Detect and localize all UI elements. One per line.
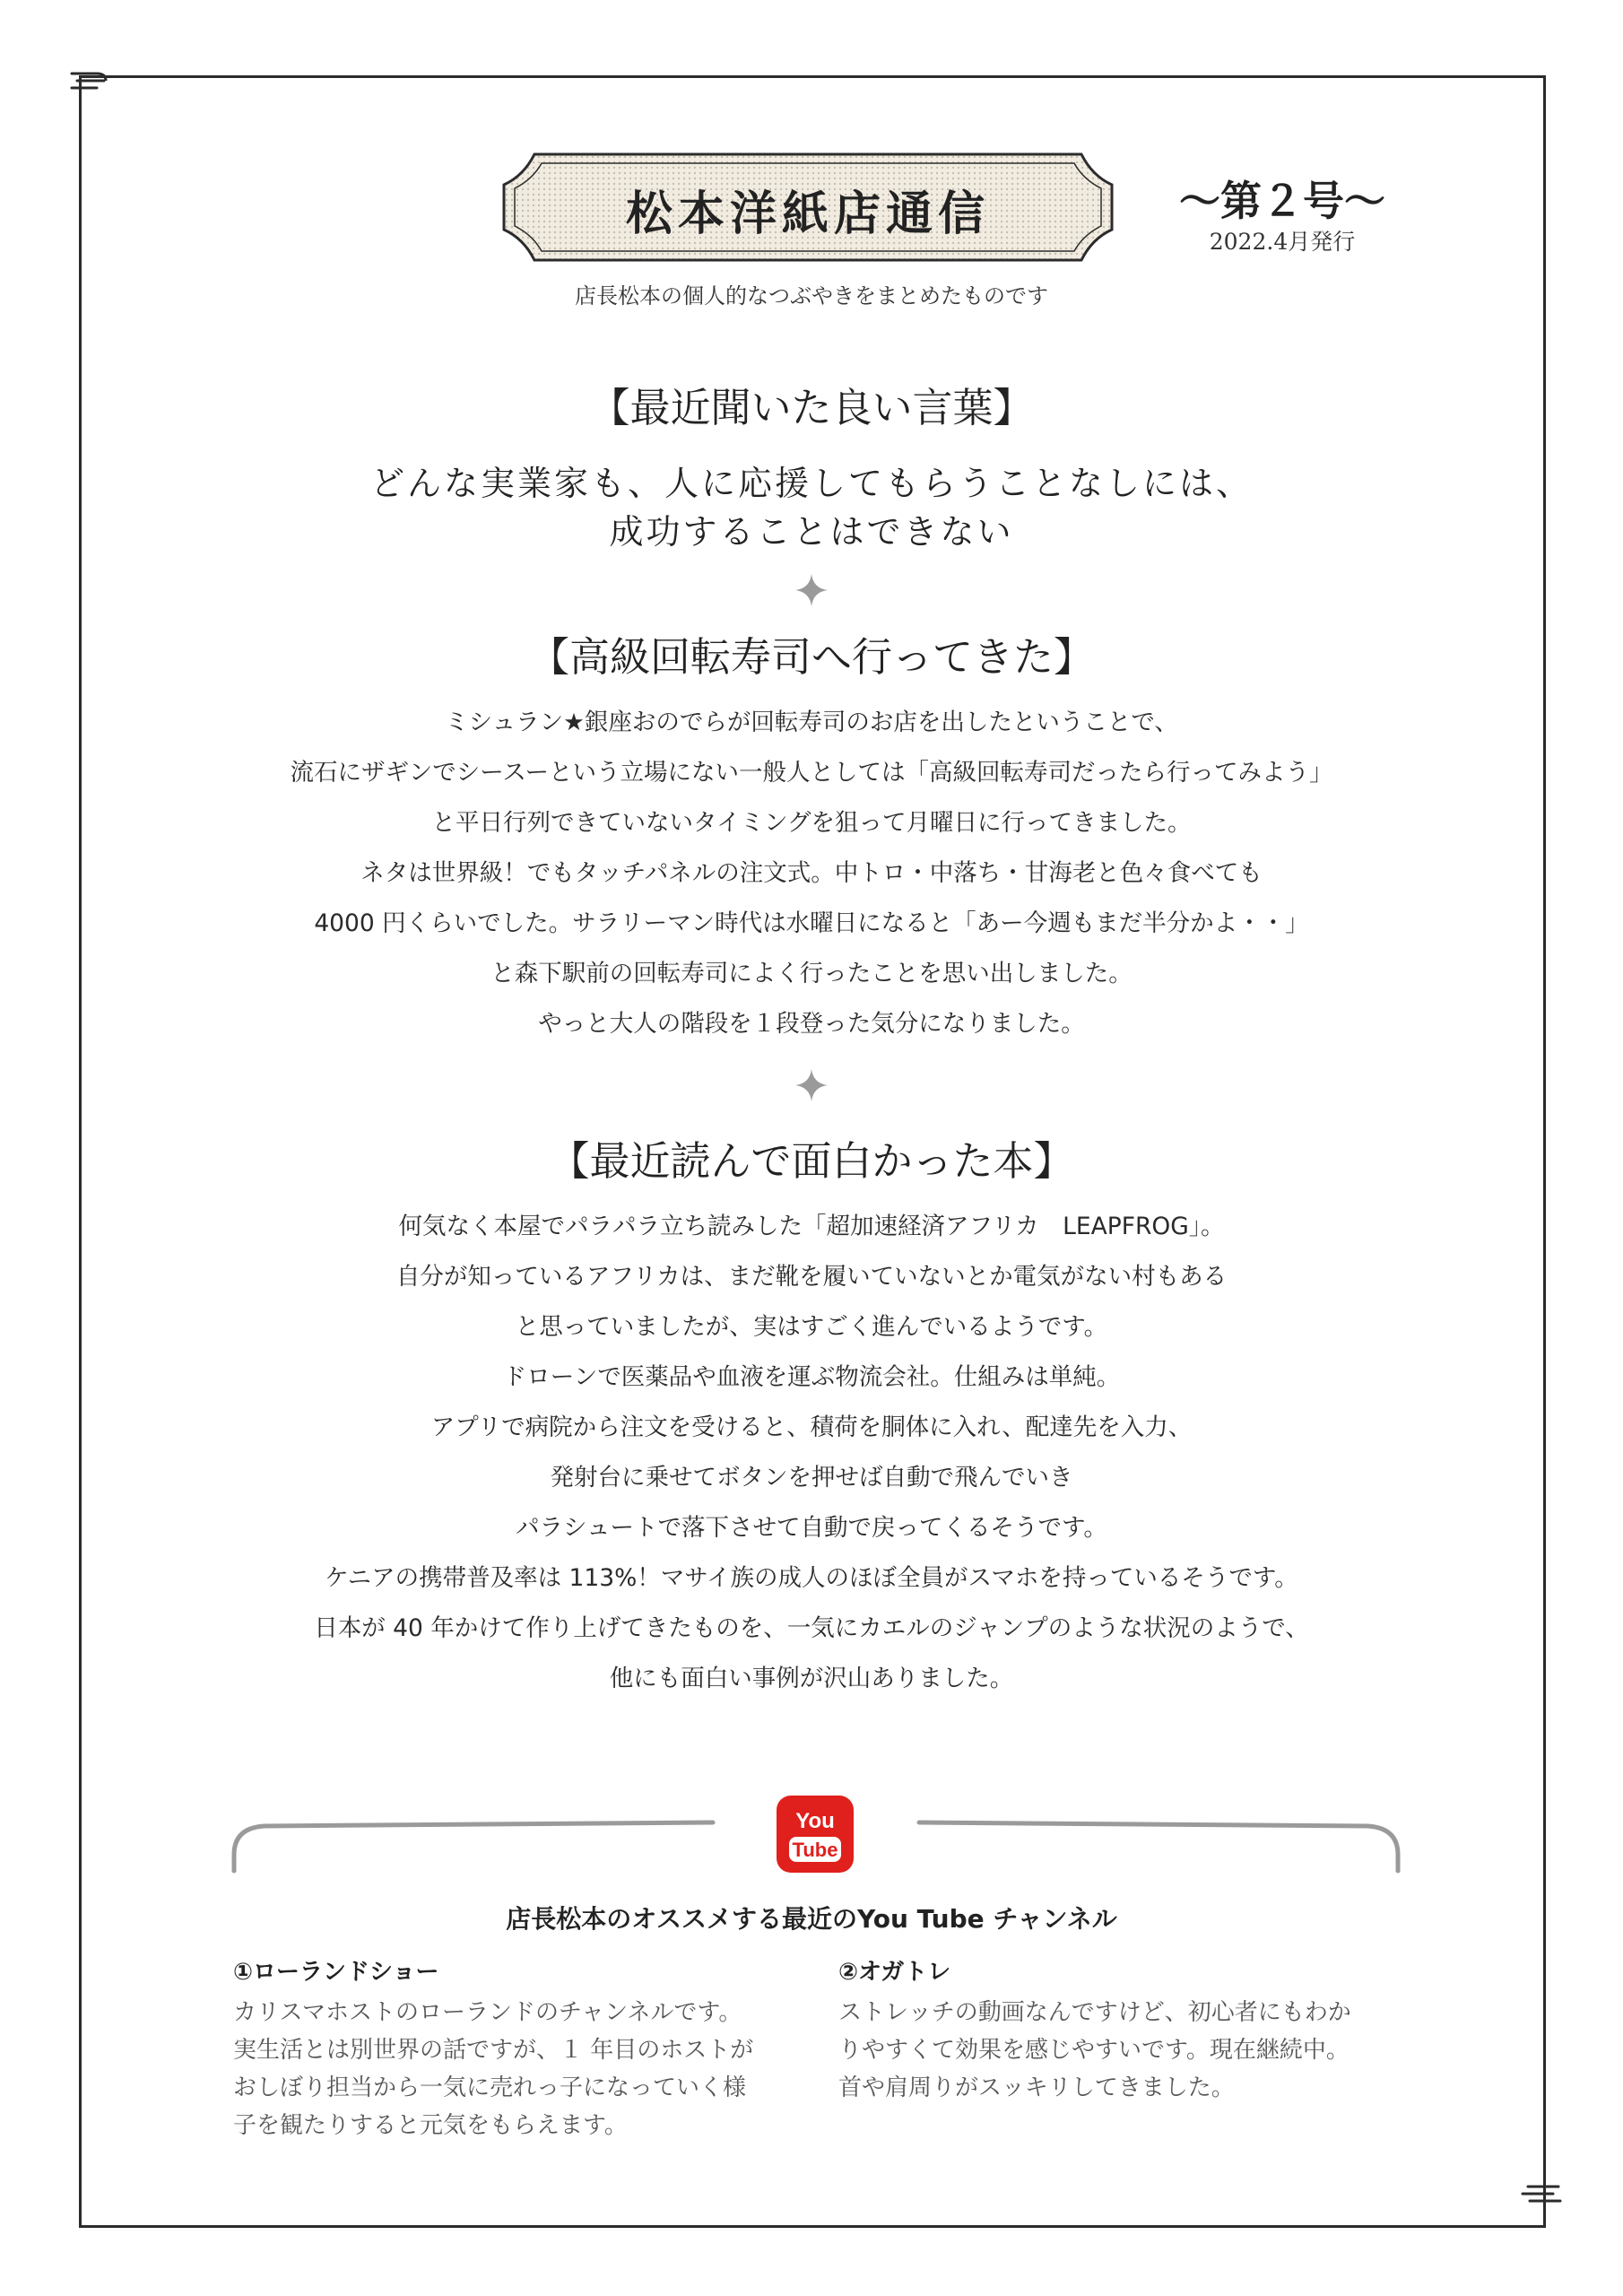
channel-desc-line: ストレッチの動画なんですけど、初心者にもわか — [838, 1999, 1351, 2026]
channel-name: ①ローランドショー — [233, 1959, 439, 1986]
body-line: ミシュラン★銀座おのでらが回転寿司のお店を出したということで、 — [445, 709, 1178, 736]
newsletter-subtitle: 店長松本の個人的なつぶやきをまとめたものです — [575, 283, 1048, 309]
body-line: 日本が 40 年かけて作り上げてきたものを、一気にカエルのジャンプのような状況のようで、 — [314, 1614, 1309, 1642]
channel-desc-line: おしぼり担当から一気に売れっ子になっていく様 — [233, 2074, 747, 2101]
body-line: 自分が知っているアフリカは、まだ靴を履いていないとか電気がない村もある — [395, 1263, 1228, 1291]
body-line: と思っていましたが、実はすごく進んでいるようです。 — [515, 1313, 1108, 1341]
youtube-logo-text-bottom: Tube — [792, 1839, 838, 1861]
body-line: アプリで病院から注文を受けると、積荷を胴体に入れ、配達先を入力、 — [430, 1413, 1193, 1441]
corner-ornament-bottom-right — [1510, 2179, 1564, 2215]
youtube-logo-text-top: You — [795, 1809, 835, 1833]
sushi-body — [179, 698, 1444, 1049]
body-line: 他にも面白い事例が沢山ありました。 — [609, 1665, 1014, 1692]
channel-desc-line: カリスマホストのローランドのチャンネルです。 — [233, 1999, 742, 2026]
issue-number: 〜第２号〜 — [1179, 177, 1385, 225]
body-line: 発射台に乗せてボタンを押せば自動で飛んでいき — [550, 1464, 1073, 1492]
channel-desc-line: 首や肩周りがスッキリしてきました。 — [838, 2074, 1235, 2101]
section-title-book: 【最近読んで面白かった本】 — [549, 1137, 1074, 1185]
body-line: 4000 円くらいでした。サラリーマン時代は水曜日になると「あー今週もまだ半分かよ・・」 — [314, 909, 1309, 937]
channel-rolandshow — [233, 1953, 798, 2144]
quote-line-1: どんな実業家も、人に応援してもらうことなしには、 — [369, 464, 1253, 503]
newsletter-title: 松本洋紙店通信 — [625, 187, 990, 241]
section-title-good-words: 【最近聞いた良い言葉】 — [589, 384, 1034, 431]
youtube-logo-icon — [775, 1794, 855, 1874]
youtube-heading: 店長松本のオススメする最近のYou Tube チャンネル — [506, 1904, 1117, 1934]
body-line: パラシュートで落下させて自動で戻ってくるそうです。 — [516, 1514, 1107, 1542]
channel-desc-line: 実生活とは別世界の話ですが、１ 年目のホストが — [233, 2037, 754, 2064]
body-line: ケニアの携帯普及率は 113%！マサイ族の成人のほぼ全員がスマホを持っているそうです。 — [325, 1564, 1298, 1592]
issue-date: 2022.4月発行 — [1209, 229, 1356, 255]
body-line: と森下駅前の回転寿司によく行ったことを思い出しました。 — [490, 960, 1133, 987]
book-body — [179, 1202, 1444, 1704]
body-line: 流石にザギンでシースーという立場にない一般人としては「高級回転寿司だったら行ってみよう」 — [290, 759, 1333, 787]
corner-ornament-top-left — [70, 68, 124, 104]
body-line: ネタは世界級！でもタッチパネルの注文式。中トロ・中落ち・甘海老と色々食べても — [360, 859, 1263, 887]
channel-desc-line: りやすくて効果を感じやすいです。現在継続中。 — [838, 2037, 1350, 2064]
quote-line-2: 成功することはできない — [609, 512, 1014, 552]
body-line: と平日行列できていないタイミングを狙って月曜日に行ってきました。 — [431, 809, 1192, 837]
body-line: 何気なく本屋でパラパラ立ち読みした「超加速経済アフリカ LEAPFROG」。 — [398, 1213, 1225, 1240]
section-title-sushi: 【高級回転寿司へ行ってきた】 — [528, 633, 1094, 681]
body-line: ドローンで医薬品や血液を運ぶ物流会社。仕組みは単純。 — [502, 1363, 1121, 1391]
sparkle-divider-icon — [794, 1067, 829, 1103]
channel-name: ②オガトレ — [838, 1959, 951, 1986]
channel-ogatore — [838, 1953, 1403, 2107]
sparkle-divider-icon — [794, 572, 829, 608]
body-line: やっと大人の階段を１段登った気分になりました。 — [538, 1010, 1085, 1038]
channel-desc-line: 子を観たりすると元気をもらえます。 — [233, 2112, 628, 2139]
